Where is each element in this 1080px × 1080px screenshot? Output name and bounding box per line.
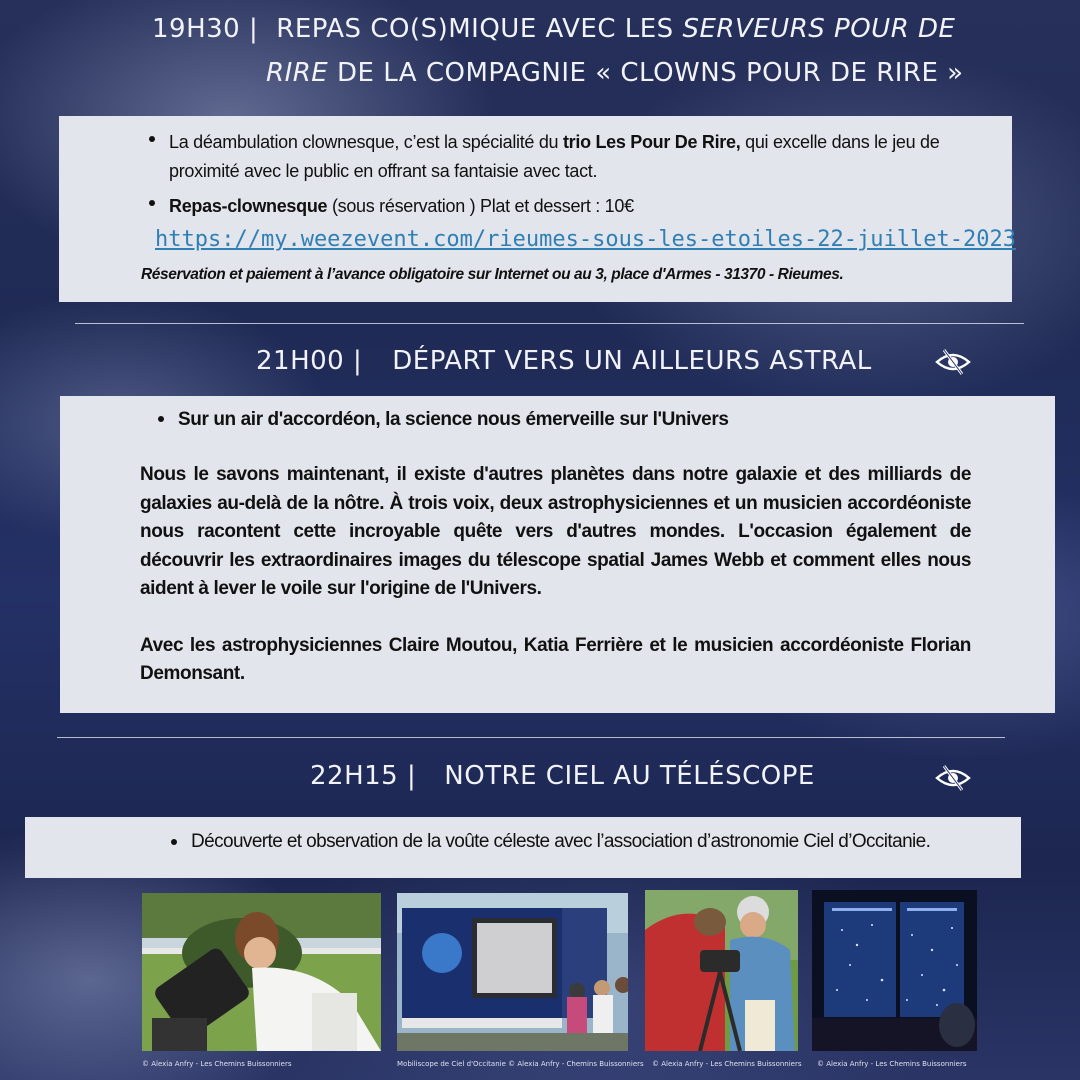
section2-paragraph-2: Avec les astrophysiciennes Claire Moutou, Katia Ferrière et le musicien accordéoniste Florian Demonsant. xyxy=(140,634,971,684)
photo-mobiliscope-trailer xyxy=(397,893,628,1051)
section1-title-suffix: DE LA COMPAGNIE « CLOWNS POUR DE RIRE » xyxy=(328,58,964,88)
section3-time: 22H15 | xyxy=(310,761,417,791)
section1-heading-line1 xyxy=(152,14,955,44)
section1-title-italic: SERVEURS POUR DE xyxy=(682,14,956,44)
photo-screen-projection xyxy=(812,890,977,1051)
divider-2 xyxy=(57,737,1005,738)
weezevent-link[interactable]: https://my.weezevent.com/rieumes-sous-les-etoiles-22-juillet-2023 xyxy=(155,227,1016,252)
section1-time: 19H30 | xyxy=(152,14,259,44)
section2-paragraph-1: Nous le savons maintenant, il existe d'autres planètes dans notre galaxie et des milliards de galaxies au-delà de la nôtre. À trois voix, deux astrophysiciennes et un musicien accordéoniste nous racontent cette incroyable quête vers d'autres mondes. L'occasion également de découvrir les extraordinaires images du télescope spatial James Webb et comment elles nous aident à lever le voile sur l'origine de l'Univers. xyxy=(140,464,971,599)
section1-bullet-1-bold: trio Les Pour De Rire, xyxy=(562,132,741,152)
eye-slash-icon-2 xyxy=(935,762,971,794)
section1-bullet-2-bold: Repas-clownesque xyxy=(169,196,328,216)
section3-bullet: Découverte et observation de la voûte céleste avec l’association d’astronomie Ciel d’Occitanie. xyxy=(165,831,1001,853)
section2-title: DÉPART VERS UN AILLEURS ASTRAL xyxy=(392,346,872,376)
section1-bullet-2-text: (sous réservation ) Plat et dessert : 10€ xyxy=(327,196,634,216)
section3-heading xyxy=(310,761,815,791)
section1-bullet-1-text: La déambulation clownesque, c’est la spécialité du xyxy=(169,132,563,152)
section1-title-prefix: REPAS CO(S)MIQUE AVEC LES xyxy=(276,14,683,44)
photo-credit-4: © Alexia Anfry - Les Chemins Buissonniers xyxy=(817,1060,967,1068)
section1-heading-line2 xyxy=(266,58,964,88)
section2-bullet: Sur un air d'accordéon, la science nous émerveille sur l'Univers xyxy=(152,408,971,432)
photo-adults-telescope xyxy=(645,890,798,1051)
section2-heading xyxy=(256,346,872,376)
section1-bullet-1 xyxy=(143,128,972,186)
photo-credit-2: Mobiliscope de Ciel d'Occitanie © Alexia Anfry - Chemins Buissonniers xyxy=(397,1060,644,1068)
photo-credit-1: © Alexia Anfry - Les Chemins Buissonniers xyxy=(142,1060,292,1068)
divider-1 xyxy=(75,323,1024,324)
section2-time: 21H00 | xyxy=(256,346,363,376)
reservation-note: Réservation et paiement à l’avance obligatoire sur Internet ou au 3, place d'Armes - 31370 - Rieumes. xyxy=(141,266,844,283)
section1-bullet-2 xyxy=(143,192,972,221)
section1-title-italic-2: RIRE xyxy=(266,58,329,88)
section2-info-box xyxy=(60,396,1055,713)
section1-bullet-1-rest: qui excelle dans le jeu de proximité avec le public en offrant sa fantaisie avec tact. xyxy=(169,132,940,181)
eye-slash-icon xyxy=(935,346,971,378)
section3-info-box xyxy=(25,817,1021,878)
section3-title: NOTRE CIEL AU TÉLÉSCOPE xyxy=(444,761,815,791)
section1-info-box xyxy=(59,116,1016,302)
photo-boy-telescope xyxy=(142,893,381,1051)
photo-credit-3: © Alexia Anfry - Les Chemins Buissonniers xyxy=(652,1060,802,1068)
